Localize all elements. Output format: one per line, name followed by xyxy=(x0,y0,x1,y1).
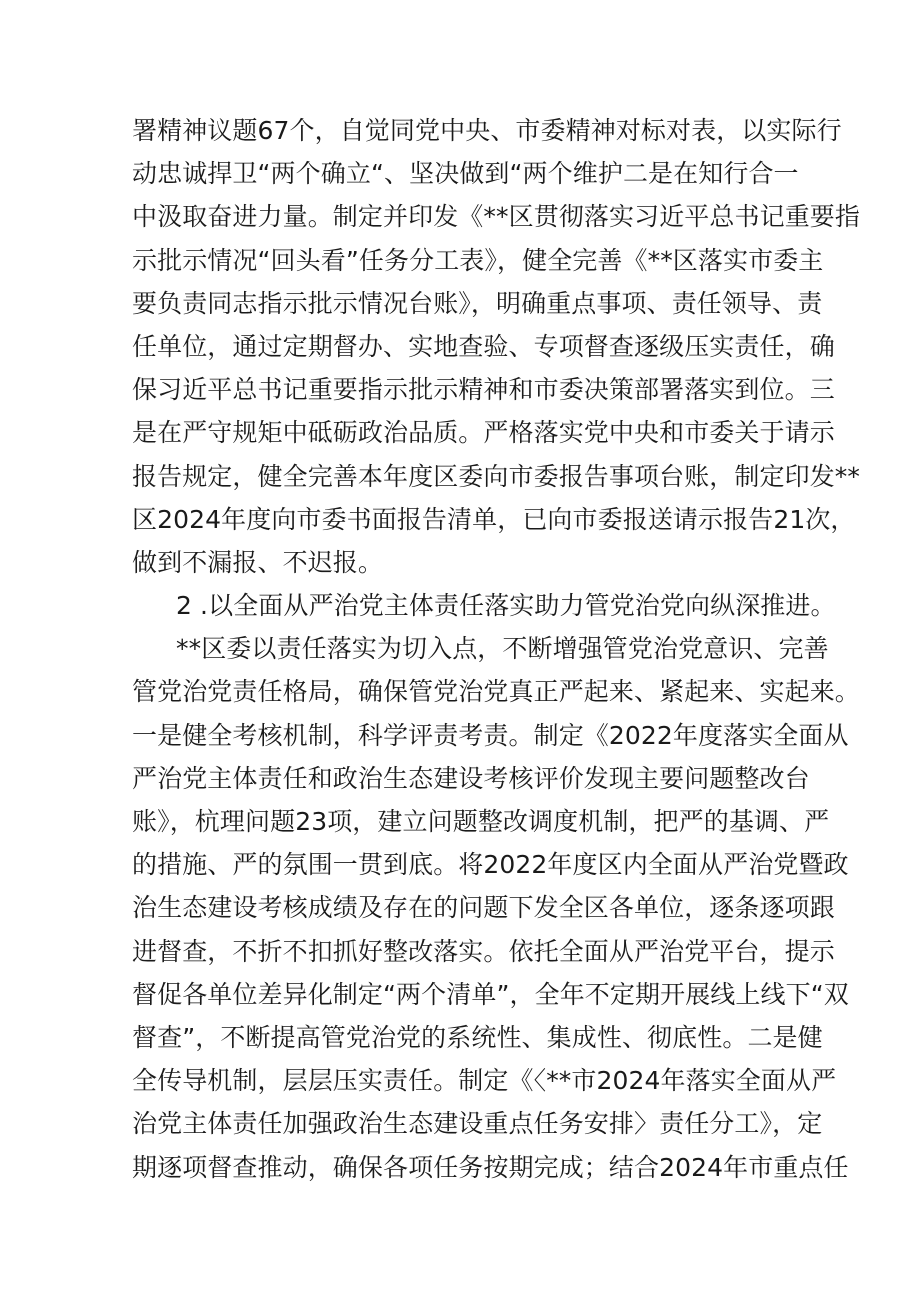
text-line: 署精神议题67个，自觉同党中央、市委精神对标对表，以实际行 xyxy=(132,116,842,145)
text-line: 账》，杭理问题23项，建立问题整改调度机制，把严的基调、严 xyxy=(132,807,830,836)
text-line: 动忠诚捍卫“两个确立“、坚决做到“两个维护二是在知行合一 xyxy=(132,159,799,189)
text-line: 做到不漏报、不迟报。 xyxy=(132,547,384,577)
text-line: 期逐项督查推动，确保各项任务按期完成；结合2024年市重点任 xyxy=(132,1152,849,1182)
text-line: 管党治党责任格局，确保管党治党真正严起来、紧起来、实起来。 xyxy=(132,677,860,707)
section-heading: 2 .以全面从严治党主体责任落实助力管党治党向纵深推进。 xyxy=(176,591,836,621)
text-line: 督促各单位差异化制定“两个清单”，全年不定期开展线上线下“双 xyxy=(132,979,849,1009)
text-line: 是在严守规矩中砥砺政治品质。严格落实党中央和市委关于请示 xyxy=(132,418,835,448)
text-line: 要负责同志指示批示情况台账》，明确重点事项、责任领导、责 xyxy=(132,288,823,318)
text-line: 严治党主体责任和政治生态建设考核评价发现主要问题整改台 xyxy=(132,763,810,793)
text-line: 治生态建设考核成绩及存在的问题下发全区各单位，逐条逐项跟 xyxy=(132,893,835,923)
text-line: 区2024年度向市委书面报告清单，已向市委报送请示报告21次， xyxy=(132,504,856,534)
text-line: 示批示情况“回头看”任务分工表》，健全完善《**区落实市委主 xyxy=(132,245,824,275)
text-line: 保习近平总书记重要指示批示精神和市委决策部署落实到位。三 xyxy=(132,375,835,405)
text-line: 进督查，不折不扣抓好整改落实。依托全面从严治党平台，提示 xyxy=(132,936,835,966)
text-line: **区委以责任落实为切入点，不断增强管党治党意识、完善 xyxy=(176,634,829,664)
text-line: 全传导机制，层层压实责任。制定《〈**市2024年落实全面从严 xyxy=(132,1066,837,1096)
text-line: 一是健全考核机制，科学评责考责。制定《2022年度落实全面从 xyxy=(132,720,849,750)
text-line: 中汲取奋进力量。制定并印发《**区贯彻落实习近平总书记重要指 xyxy=(132,202,861,232)
text-line: 任单位，通过定期督办、实地查验、专项督查逐级压实责任，确 xyxy=(132,331,835,361)
text-line: 治党主体责任加强政治生态建设重点任务安排〉责任分工》，定 xyxy=(132,1109,823,1139)
text-line: 督查”，不断提高管党治党的系统性、集成性、彻底性。二是健 xyxy=(132,1022,823,1052)
text-line: 的措施、严的氛围一贯到底。将2022年度区内全面从严治党暨政 xyxy=(132,850,849,880)
text-line: 报告规定，健全完善本年度区委向市委报告事项台账，制定印发** xyxy=(132,461,861,491)
body-text xyxy=(132,109,861,1189)
